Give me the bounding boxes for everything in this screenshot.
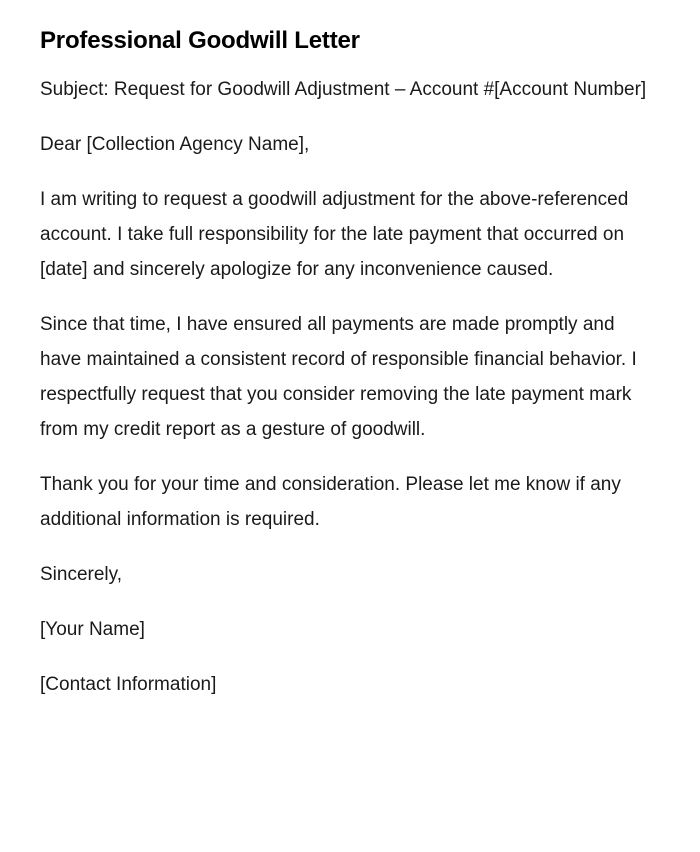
signature-name: [Your Name] bbox=[40, 619, 145, 640]
letter-paragraph-history: Since that time, I have ensured all payments are made promptly and have maintained a consistent record of responsible financial behavior. I respectfully request that you consider removing the late payment mark from my credit report as a gesture of goodwill. bbox=[40, 314, 637, 440]
letter-paragraph-request: I am writing to request a goodwill adjustment for the above-referenced account. I take full responsibility for the late payment that occurred on [date] and sincerely apologize for any inconvenience caused. bbox=[40, 189, 629, 280]
letter-closing: Sincerely, bbox=[40, 564, 123, 585]
page-title: Professional Goodwill Letter bbox=[40, 27, 360, 54]
letter-paragraph-thanks: Thank you for your time and consideration. Please let me know if any additional information is required. bbox=[40, 474, 621, 530]
letter-salutation: Dear [Collection Agency Name], bbox=[40, 134, 310, 155]
signature-contact: [Contact Information] bbox=[40, 674, 217, 695]
letter-subject: Subject: Request for Goodwill Adjustment – Account #[Account Number] bbox=[40, 79, 647, 100]
